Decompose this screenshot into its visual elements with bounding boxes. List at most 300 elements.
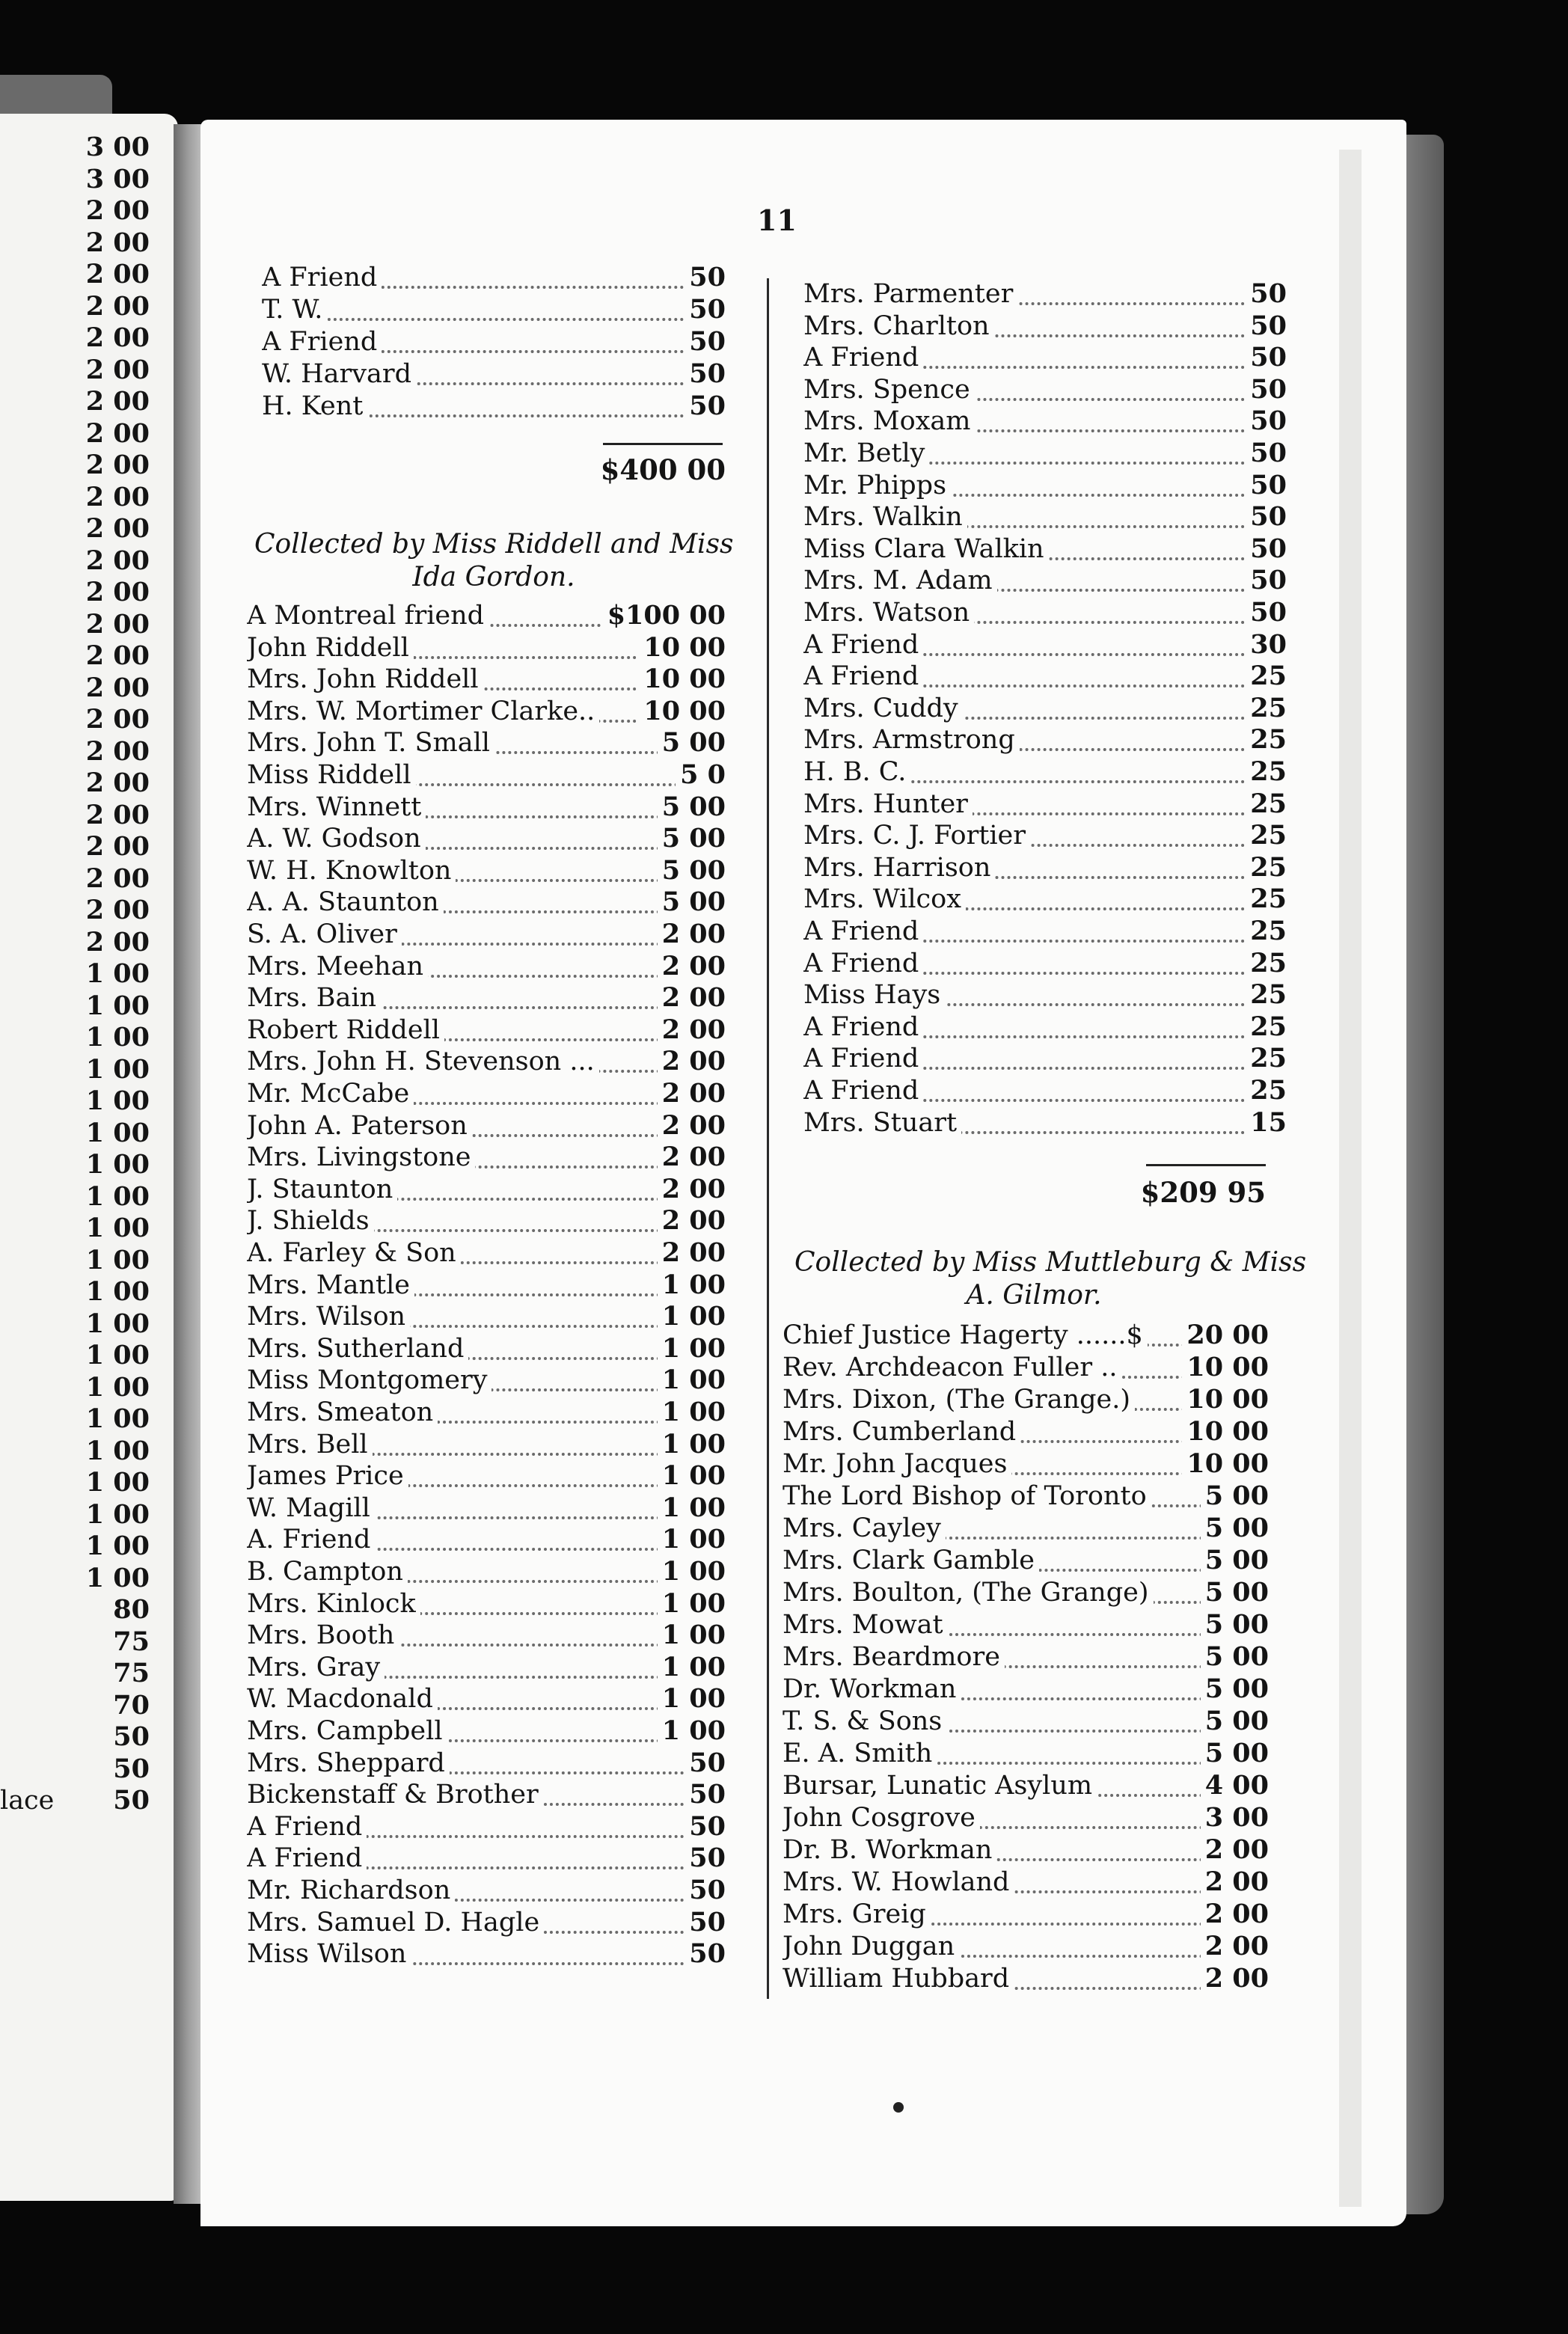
donor-name: A. Friend: [247, 1524, 375, 1555]
donor-entry: [247, 1748, 726, 1779]
donor-name: Mrs. Booth: [247, 1620, 399, 1651]
donor-entry: [803, 565, 1287, 596]
donation-amount: 50: [685, 1748, 726, 1779]
donor-name: J. Staunton: [247, 1174, 397, 1205]
donor-name: Mrs. Gray: [247, 1652, 385, 1683]
donor-entry: [247, 1588, 726, 1620]
donation-amount: 5 00: [1201, 1577, 1269, 1608]
donor-name: Miss Wilson: [247, 1938, 411, 1970]
donation-amount: 10 00: [1182, 1448, 1269, 1480]
donor-entry: [803, 597, 1287, 628]
left-page-amount: 2 00: [85, 227, 150, 258]
donation-amount: 1 00: [658, 1652, 726, 1683]
left-page-amount: 1 00: [85, 1149, 150, 1180]
page-edge-strip: [1339, 150, 1362, 2207]
donor-name: Mrs. W. Mortimer Clarke..: [247, 696, 599, 727]
donor-entry: [247, 664, 726, 695]
donor-name: William Hubbard: [783, 1963, 1014, 1994]
donation-amount: 1 00: [658, 1301, 726, 1332]
donor-name: Mrs. Campbell: [247, 1715, 447, 1747]
donation-amount: 1 00: [658, 1364, 726, 1396]
donor-name: Mrs. Sheppard: [247, 1748, 450, 1779]
donor-name: Mrs. Clark Gamble: [783, 1545, 1039, 1576]
subtotal-rule: [603, 443, 723, 445]
donor-entry: [803, 310, 1287, 342]
donor-name: Miss Clara Walkin: [803, 533, 1049, 565]
donation-amount: 50: [1246, 533, 1287, 565]
donation-amount: 15: [1246, 1107, 1287, 1139]
left-page-amount: 1 00: [85, 958, 150, 989]
donation-amount: 50: [685, 1875, 726, 1906]
donation-amount: 2 00: [1201, 1931, 1269, 1962]
donor-entry: [247, 1397, 726, 1428]
donor-entry: [803, 405, 1287, 437]
donation-amount: 1 00: [658, 1429, 726, 1460]
column-divider: [767, 278, 769, 1999]
left-page-amount: 2 00: [85, 481, 150, 512]
left-page-amount: 2 00: [85, 577, 150, 607]
donation-amount: 25: [1246, 724, 1287, 756]
donor-entry: [262, 358, 726, 390]
donor-entry: [247, 1364, 726, 1396]
left-page-amount: 50: [113, 1721, 150, 1752]
left-page-amount: 1 00: [85, 990, 150, 1021]
donor-name: John Duggan: [783, 1931, 959, 1962]
donor-name: Mrs. Samuel D. Hagle: [247, 1907, 544, 1938]
donor-name: A Friend: [803, 661, 923, 692]
donor-entry: [262, 262, 726, 293]
left-page-amount: 50: [113, 1753, 150, 1784]
left-page-amount: 2 00: [85, 672, 150, 703]
donation-amount: 1 00: [658, 1492, 726, 1524]
donation-amount: 1 00: [658, 1460, 726, 1492]
donation-amount: 5 00: [658, 823, 726, 854]
donor-name: Mrs. Livingstone: [247, 1142, 475, 1173]
donor-name: Mrs. Sutherland: [247, 1333, 468, 1364]
donor-entry: [262, 294, 726, 325]
donor-name: H. B. C.: [803, 756, 910, 788]
left-page-amount: 2 00: [85, 450, 150, 480]
left-page-amount: 1 00: [85, 1085, 150, 1116]
donor-name: Mrs. M. Adam: [803, 565, 997, 596]
donor-entry: [247, 1142, 726, 1173]
donor-entry: [783, 1609, 1269, 1641]
section-heading-muttleburg-gilmor: [794, 1246, 1307, 1312]
donation-amount: 50: [1246, 470, 1287, 501]
donor-entry: [803, 501, 1287, 533]
donation-amount: 2 00: [1201, 1963, 1269, 1994]
donor-entry: [803, 916, 1287, 947]
left-page-amount: 3 00: [85, 163, 150, 194]
donation-amount: 1 00: [658, 1715, 726, 1747]
donor-entry: [247, 855, 726, 886]
donation-amount: 5 00: [1201, 1480, 1269, 1512]
donation-amount: 5 00: [658, 727, 726, 759]
donor-name: Mrs. Bell: [247, 1429, 373, 1460]
donor-name: A Friend: [803, 629, 923, 661]
donor-entry: [803, 948, 1287, 979]
donor-name: J. Shields: [247, 1205, 374, 1237]
left-page-amount: 2 00: [85, 354, 150, 385]
section-heading-line: Collected by Miss Riddell and Miss: [254, 529, 734, 560]
donor-entry: [783, 1802, 1269, 1834]
donor-name: Mrs. Greig: [783, 1899, 931, 1930]
donation-amount: 50: [685, 1843, 726, 1874]
donor-entry: [783, 1384, 1269, 1415]
donor-name: Miss Hays: [803, 979, 945, 1011]
donor-name: E. A. Smith: [783, 1738, 937, 1769]
donor-entry: [247, 1333, 726, 1364]
left-page-amount: 2 00: [85, 831, 150, 862]
dot-leader: [262, 294, 726, 321]
donor-entry: [803, 883, 1287, 915]
donation-amount: 1 00: [658, 1683, 726, 1715]
donor-entry: [803, 1107, 1287, 1139]
donor-name: Miss Montgomery: [247, 1364, 491, 1396]
left-page-amount: 2 00: [85, 640, 150, 671]
donation-amount: 5 00: [1201, 1513, 1269, 1544]
left-page-amount: 2 00: [85, 704, 150, 735]
donor-entry: [247, 1652, 726, 1683]
donor-entry: [247, 1237, 726, 1269]
left-page-amount: 2 00: [85, 735, 150, 767]
donor-entry: [783, 1866, 1269, 1898]
donor-name: H. Kent: [262, 390, 367, 422]
donor-name: Mrs. Kinlock: [247, 1588, 420, 1620]
donation-amount: 2 00: [658, 1078, 726, 1109]
donor-name: Mrs. John T. Small: [247, 727, 494, 759]
left-page-amount: 2 00: [85, 799, 150, 830]
donor-name: Mrs. Charlton: [803, 310, 994, 342]
donor-entry: [247, 727, 726, 759]
donor-name: A Friend: [803, 916, 923, 947]
donor-name: A Friend: [803, 948, 923, 979]
donor-name: John Riddell: [247, 632, 414, 664]
donor-entry: [783, 1545, 1269, 1576]
donor-name: W. Magill: [247, 1492, 375, 1524]
donor-entry: [803, 820, 1287, 851]
donor-name: Mrs. Wilcox: [803, 883, 966, 915]
donor-name: James Price: [247, 1460, 408, 1492]
donation-amount: 50: [685, 326, 726, 358]
donor-entry: [803, 788, 1287, 820]
donor-name: W. Harvard: [262, 358, 416, 390]
donation-amount: 50: [1246, 438, 1287, 469]
left-page-amount: 1 00: [85, 1053, 150, 1085]
donor-entry: [783, 1577, 1269, 1608]
donor-entry: [247, 823, 726, 854]
donor-name: A Friend: [247, 1811, 367, 1843]
donor-entry: [247, 919, 726, 950]
donation-amount: 5 00: [1201, 1706, 1269, 1737]
section-heading-line: Ida Gordon.: [412, 562, 575, 592]
left-page-amount: 2 00: [85, 608, 150, 640]
donation-amount: 10 00: [1182, 1384, 1269, 1415]
donation-amount: 25: [1246, 916, 1287, 947]
donor-name: John A. Paterson: [247, 1110, 472, 1142]
left-page-amount: 1 00: [85, 1276, 150, 1307]
donor-name: A Friend: [262, 326, 382, 358]
donor-name: Mrs. Bain: [247, 982, 381, 1014]
donation-amount: 5 00: [1201, 1609, 1269, 1641]
section-heading-line: Collected by Miss Muttleburg & Miss: [794, 1247, 1307, 1278]
donor-name: Mr. Phipps: [803, 470, 951, 501]
left-page-amount: 2 00: [85, 259, 150, 290]
donation-amount: 1 00: [658, 1524, 726, 1555]
donor-entry: [803, 438, 1287, 469]
left-page-fragment: lace: [0, 1786, 55, 1816]
donation-amount: 2 00: [1201, 1866, 1269, 1898]
donor-entry: [783, 1673, 1269, 1705]
donor-name: Mrs. Parmenter: [803, 278, 1017, 310]
donor-name: Mr. Richardson: [247, 1875, 455, 1906]
donation-amount: 50: [685, 390, 726, 422]
donor-name: Chief Justice Hagerty ......$: [783, 1320, 1148, 1351]
donation-amount: 5 0: [676, 759, 726, 791]
left-page-amount: 2 00: [85, 926, 150, 958]
donor-name: Mrs. Harrison: [803, 852, 995, 883]
donor-entry: [783, 1931, 1269, 1962]
donor-entry: [783, 1963, 1269, 1994]
donor-name: Mrs. Smeaton: [247, 1397, 438, 1428]
section-heading-line: A. Gilmor.: [966, 1280, 1102, 1311]
donation-amount: 10 00: [639, 632, 726, 664]
donation-amount: 50: [1246, 310, 1287, 342]
donor-entry: [247, 1907, 726, 1938]
left-page-amount: 1 00: [85, 1562, 150, 1593]
left-page-amount: 80: [113, 1594, 150, 1625]
donor-name: A Friend: [803, 1075, 923, 1106]
donor-name: Mrs. Stuart: [803, 1107, 961, 1139]
donor-name: Dr. Workman: [783, 1673, 961, 1705]
donation-amount: 2 00: [658, 1205, 726, 1237]
donor-entry: [783, 1352, 1269, 1383]
donor-entry: [247, 1843, 726, 1874]
left-page-amount: 70: [113, 1689, 150, 1721]
donation-amount: 50: [685, 294, 726, 325]
donor-entry: [247, 1078, 726, 1109]
donor-entry: [247, 759, 726, 791]
donor-name: Mr. McCabe: [247, 1078, 414, 1109]
donor-entry: [247, 1269, 726, 1301]
donor-entry: [247, 696, 726, 727]
donor-entry: [783, 1320, 1269, 1351]
donation-amount: 2 00: [658, 1142, 726, 1173]
left-page-amount: 75: [113, 1626, 150, 1657]
ink-dot: [893, 2102, 904, 2113]
page-number: 11: [757, 203, 797, 237]
donor-entry: [783, 1416, 1269, 1448]
donor-entry: [783, 1706, 1269, 1737]
donation-amount: 2 00: [658, 1110, 726, 1142]
donor-name: Mrs. Cayley: [783, 1513, 946, 1544]
donor-name: Miss Riddell: [247, 759, 416, 791]
donor-entry: [803, 629, 1287, 661]
donation-amount: 50: [685, 358, 726, 390]
left-page-amount: 2 00: [85, 513, 150, 544]
donor-name: S. A. Oliver: [247, 919, 402, 950]
donation-amount: 25: [1246, 1075, 1287, 1106]
donor-entry: [247, 1174, 726, 1205]
donor-name: W. H. Knowlton: [247, 855, 456, 886]
donor-entry: [247, 1046, 726, 1077]
donor-entry: [247, 1556, 726, 1587]
donor-entry: [783, 1738, 1269, 1769]
donation-amount: 50: [685, 1779, 726, 1810]
donation-amount: 50: [1246, 405, 1287, 437]
left-page-edge: [0, 75, 112, 114]
donation-amount: 1 00: [658, 1556, 726, 1587]
donation-amount: 2 00: [658, 919, 726, 950]
subtotal-amount: $209 95: [1140, 1176, 1266, 1209]
left-page-amount: 1 00: [85, 1403, 150, 1434]
left-page-amount: 2 00: [85, 386, 150, 417]
donor-name: Mrs. Mantle: [247, 1269, 414, 1301]
donor-entry: [783, 1641, 1269, 1673]
left-page-amount: 1 00: [85, 1244, 150, 1275]
donor-entry: [783, 1770, 1269, 1801]
donation-amount: 5 00: [1201, 1641, 1269, 1673]
donation-amount: 1 00: [658, 1269, 726, 1301]
left-page-amount: 2 00: [85, 417, 150, 449]
donor-entry: [247, 1811, 726, 1843]
donor-entry: [247, 1301, 726, 1332]
donor-entry: [262, 326, 726, 358]
donor-name: Mrs. Boulton, (The Grange): [783, 1577, 1154, 1608]
donor-name: Mrs. John H. Stevenson ...: [247, 1046, 599, 1077]
donor-name: Mrs. Spence: [803, 374, 975, 405]
donor-name: Mrs. W. Howland: [783, 1866, 1014, 1898]
donation-amount: 25: [1246, 820, 1287, 851]
donor-name: Bursar, Lunatic Asylum: [783, 1770, 1097, 1801]
donor-name: Mrs. Meehan: [247, 951, 428, 982]
donor-entry: [803, 852, 1287, 883]
donor-entry: [803, 979, 1287, 1011]
donor-entry: [803, 1075, 1287, 1106]
donor-entry: [803, 724, 1287, 756]
donor-entry: [803, 693, 1287, 724]
donation-amount: 50: [1246, 501, 1287, 533]
donor-name: W. Macdonald: [247, 1683, 438, 1715]
left-page-amount: 2 00: [85, 863, 150, 894]
donor-entry: [247, 1938, 726, 1970]
donor-entry: [247, 1429, 726, 1460]
donor-name: A Friend: [247, 1843, 367, 1874]
donor-name: Mrs. Wilson: [247, 1301, 410, 1332]
donation-amount: 2 00: [658, 1237, 726, 1269]
donation-amount: 50: [1246, 565, 1287, 596]
donor-name: John Cosgrove: [783, 1802, 980, 1834]
donor-entry: [262, 390, 726, 422]
donation-amount: 50: [1246, 278, 1287, 310]
donor-name: Mrs. Mowat: [783, 1609, 948, 1641]
donor-entry: [783, 1834, 1269, 1866]
left-page-amount: 2 00: [85, 545, 150, 576]
left-page-amount: 1 00: [85, 1371, 150, 1403]
subtotal-rule: [1146, 1164, 1266, 1166]
donor-name: Mrs. Hunter: [803, 788, 973, 820]
donor-name: A Friend: [262, 262, 382, 293]
donation-amount: 5 00: [658, 855, 726, 886]
donor-entry: [247, 1683, 726, 1715]
donation-amount: 5 00: [1201, 1673, 1269, 1705]
donor-name: Mrs. C. J. Fortier: [803, 820, 1030, 851]
donor-name: T. W.: [262, 294, 327, 325]
subtotal-amount: $400 00: [600, 453, 726, 486]
donor-entry: [247, 1524, 726, 1555]
donor-entry: [247, 1875, 726, 1906]
left-page-amount: 1 00: [85, 1340, 150, 1370]
donor-entry: [247, 1014, 726, 1046]
donor-entry: [803, 342, 1287, 373]
donor-entry: [783, 1513, 1269, 1544]
donor-entry: [803, 533, 1287, 565]
donation-amount: 50: [685, 1811, 726, 1843]
donor-name: Mrs. Armstrong: [803, 724, 1020, 756]
donation-amount: 25: [1246, 1043, 1287, 1074]
donor-entry: [247, 1715, 726, 1747]
donation-amount: 10 00: [1182, 1352, 1269, 1383]
left-page-amount: 2 00: [85, 322, 150, 353]
donation-amount: 1 00: [658, 1620, 726, 1651]
donor-name: The Lord Bishop of Toronto: [783, 1480, 1151, 1512]
donor-entry: [247, 1110, 726, 1142]
donation-amount: 25: [1246, 948, 1287, 979]
left-page-amount: 3 00: [85, 132, 150, 162]
donation-amount: 5 00: [658, 791, 726, 823]
donation-amount: 30: [1246, 629, 1287, 661]
left-page-amount: 2 00: [85, 195, 150, 226]
donor-entry: [803, 1043, 1287, 1074]
donor-name: A Montreal friend: [247, 600, 489, 631]
donation-amount: 2 00: [658, 1014, 726, 1046]
left-page-amount: 75: [113, 1658, 150, 1688]
donation-amount: 25: [1246, 883, 1287, 915]
donor-entry: [247, 1205, 726, 1237]
donor-name: Mr. John Jacques: [783, 1448, 1011, 1480]
donation-amount: 2 00: [1201, 1899, 1269, 1930]
donor-name: Mrs. Moxam: [803, 405, 975, 437]
left-page-amount: 50: [113, 1785, 150, 1816]
donor-name: Mrs. Cumberland: [783, 1416, 1020, 1448]
donor-entry: [783, 1480, 1269, 1512]
donation-amount: 25: [1246, 756, 1287, 788]
donation-amount: 25: [1246, 1011, 1287, 1043]
left-page-amount: 1 00: [85, 1531, 150, 1561]
donor-name: Mrs. Dixon, (The Grange.): [783, 1384, 1135, 1415]
donor-entry: [783, 1448, 1269, 1480]
left-page-amount: 2 00: [85, 768, 150, 798]
section-heading-riddell-gordon: [254, 528, 733, 594]
left-page-amount: 2 00: [85, 290, 150, 322]
left-page-amount: 1 00: [85, 1435, 150, 1466]
donation-amount: 1 00: [658, 1397, 726, 1428]
donor-name: Mrs. Walkin: [803, 501, 967, 533]
donor-entry: [247, 1779, 726, 1810]
donor-entry: [247, 886, 726, 918]
donor-entry: [247, 1460, 726, 1492]
donor-name: Mrs. Watson: [803, 597, 974, 628]
donation-amount: 50: [685, 1938, 726, 1970]
left-page-amount: 1 00: [85, 1180, 150, 1212]
donor-name: Mrs. Cuddy: [803, 693, 963, 724]
left-page-amount: 1 00: [85, 1213, 150, 1243]
donation-amount: 10 00: [1182, 1416, 1269, 1448]
donation-amount: 5 00: [1201, 1545, 1269, 1576]
donation-amount: 25: [1246, 693, 1287, 724]
donor-name: Mrs. John Riddell: [247, 664, 483, 695]
donation-amount: 1 00: [658, 1333, 726, 1364]
